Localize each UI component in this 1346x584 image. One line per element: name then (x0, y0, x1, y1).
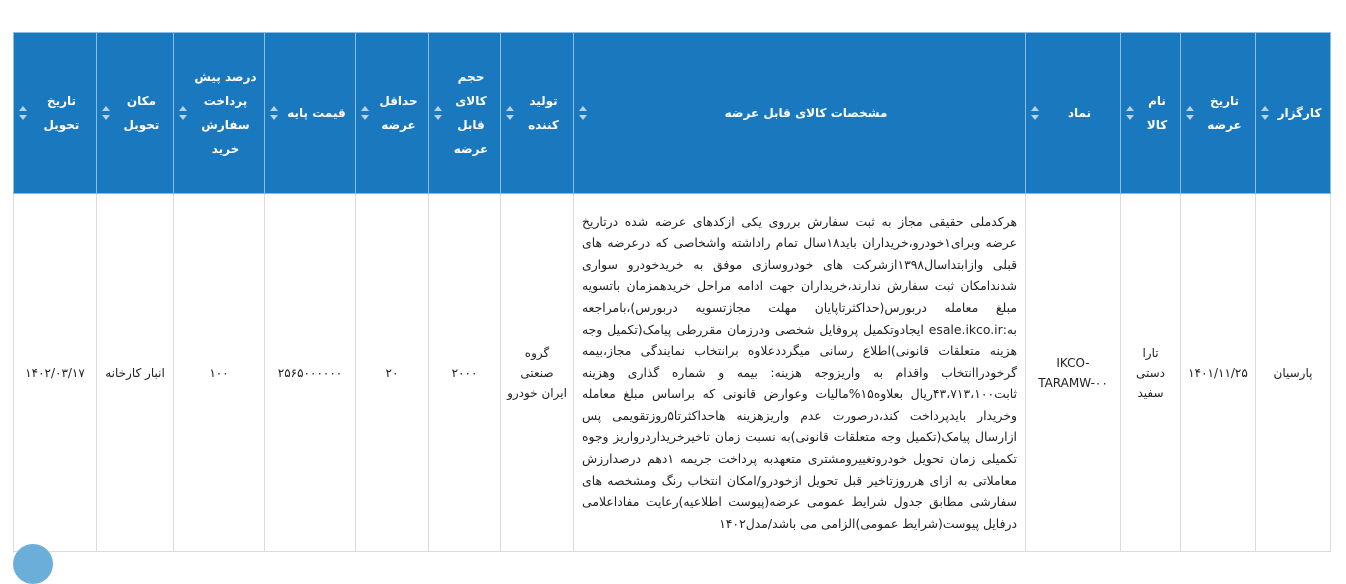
column-header-base-price[interactable] (265, 33, 356, 194)
sort-icon[interactable] (19, 106, 27, 120)
sort-icon[interactable] (361, 106, 369, 120)
header-label: نام کالا (1146, 94, 1168, 132)
cell-offer-date: ۱۴۰۱/۱۱/۲۵ (1181, 194, 1256, 552)
cell-prepayment: ۱۰۰ (174, 194, 265, 552)
sort-icon[interactable] (1186, 106, 1194, 120)
offers-table (13, 32, 1331, 552)
header-label: مشخصات کالای قابل عرضه (724, 106, 888, 120)
header-label: تاریخ عرضه (1207, 94, 1242, 132)
sort-icon[interactable] (506, 106, 514, 120)
column-header-delivery-date[interactable] (14, 33, 97, 194)
cell-min-offer: ۲۰ (356, 194, 429, 552)
offers-table-container (13, 32, 1330, 552)
column-header-delivery-place[interactable] (97, 33, 174, 194)
cell-volume: ۲۰۰۰ (429, 194, 501, 552)
table-footer-area (13, 538, 1331, 553)
column-header-broker[interactable] (1256, 33, 1331, 194)
header-label: مکان تحویل (123, 94, 160, 132)
cell-delivery-place: انبار کارخانه (97, 194, 174, 552)
header-label: حجم کالای قابل عرضه (453, 70, 489, 156)
column-header-prepayment[interactable] (174, 33, 265, 194)
column-header-offer-date[interactable] (1181, 33, 1256, 194)
column-header-min-offer[interactable] (356, 33, 429, 194)
header-label: تاریخ تحویل (43, 94, 80, 132)
header-label: کارگزار (1277, 106, 1322, 120)
cell-broker: پارسیان (1256, 194, 1331, 552)
sort-icon[interactable] (270, 106, 278, 120)
header-label: درصد پیش پرداخت سفارش خرید (194, 70, 257, 156)
sort-icon[interactable] (102, 106, 110, 120)
column-header-producer[interactable] (501, 33, 574, 194)
cell-symbol: IKCO-TARAMW-۰۰ (1026, 194, 1121, 552)
sort-icon[interactable] (1126, 106, 1134, 120)
table-row (14, 194, 1331, 552)
sort-icon[interactable] (1031, 106, 1039, 120)
cell-specs: هرکدملی حقیقی مجاز به ثبت سفارش برروی یکی ازکدهای عرضه شده درتاریخ عرضه وبرای۱خودرو،خریداران باید۱۸سال تمام راداشته واشخاصی که درعرضه های قبلی وازابتداسال۱۳۹۸ازشرکت های خودروسازی موفق به خریدخودرو سواری شدندامکان ثبت سفارش ندارند،خریداران جهت ادامه مراحل خریدهمزمان باتسویه مبلغ معامله دربورس(حداکثرتاپایان مهلت مجازتسویه دربورس)،بامراجعه به:esale.ikco.ir ایجادوتکمیل پروفایل شخصی ودرزمان مقررطی پیامک(تکمیل وجه هزینه متعلقات قانونی)اطلاع رسانی میگرددعلاوه برانتخاب نمایندگی مجاز،بیمه گرخودراانتخاب واقدام به واریزوجه هزینه: بیمه و شماره گذاری وهزینه ثابت۴۳،۷۱۳،۱۰۰ریال بعلاوه۱۵%مالیات وعوارض قانونی که براساس مبلغ معامله وخریدار بایدپرداخت کند،درصورت عدم واریزهزینه هاحداکثرتا۵روزتقویمی پس ازارسال پیامک(تکمیل وجه متعلقات قانونی)به نسبت زمان تاخیرخریداردرواریز وجوه تکمیلی زمان تحویل خودروتغییرومشتری متعهدبه پرداخت جریمه ۱دهم درصدارزش معاملاتی به ازای هرروزتاخیر قبل تحویل ازخودرو/امکان انتخاب رنگ ومشخصه های سفارشی مطابق جدول شرایط عمومی عرضه(پیوست اطلاعیه)رعایت مفاداعلامی درفایل پیوست(شرایط عمومی)الزامی می باشد/مدل۱۴۰۲ (574, 194, 1026, 552)
cell-product-name: تارا دستی سفید (1121, 194, 1181, 552)
header-label: نماد (1067, 106, 1092, 120)
cell-delivery-date: ۱۴۰۲/۰۳/۱۷ (14, 194, 97, 552)
sort-icon[interactable] (579, 106, 587, 120)
header-label: قیمت پایه (287, 106, 346, 120)
header-label: تولید کننده (528, 94, 559, 132)
header-row (14, 33, 1331, 194)
column-header-product-name[interactable] (1121, 33, 1181, 194)
column-header-symbol[interactable] (1026, 33, 1121, 194)
sort-icon[interactable] (434, 106, 442, 120)
column-header-volume[interactable] (429, 33, 501, 194)
scroll-to-top-button[interactable] (13, 544, 53, 584)
sort-icon[interactable] (1261, 106, 1269, 120)
header-label: حداقل عرضه (379, 94, 418, 132)
cell-base-price: ۲۵۶۵۰۰۰۰۰۰ (265, 194, 356, 552)
sort-icon[interactable] (179, 106, 187, 120)
column-header-specs[interactable] (574, 33, 1026, 194)
cell-producer: گروه صنعتی ایران خودرو (501, 194, 574, 552)
